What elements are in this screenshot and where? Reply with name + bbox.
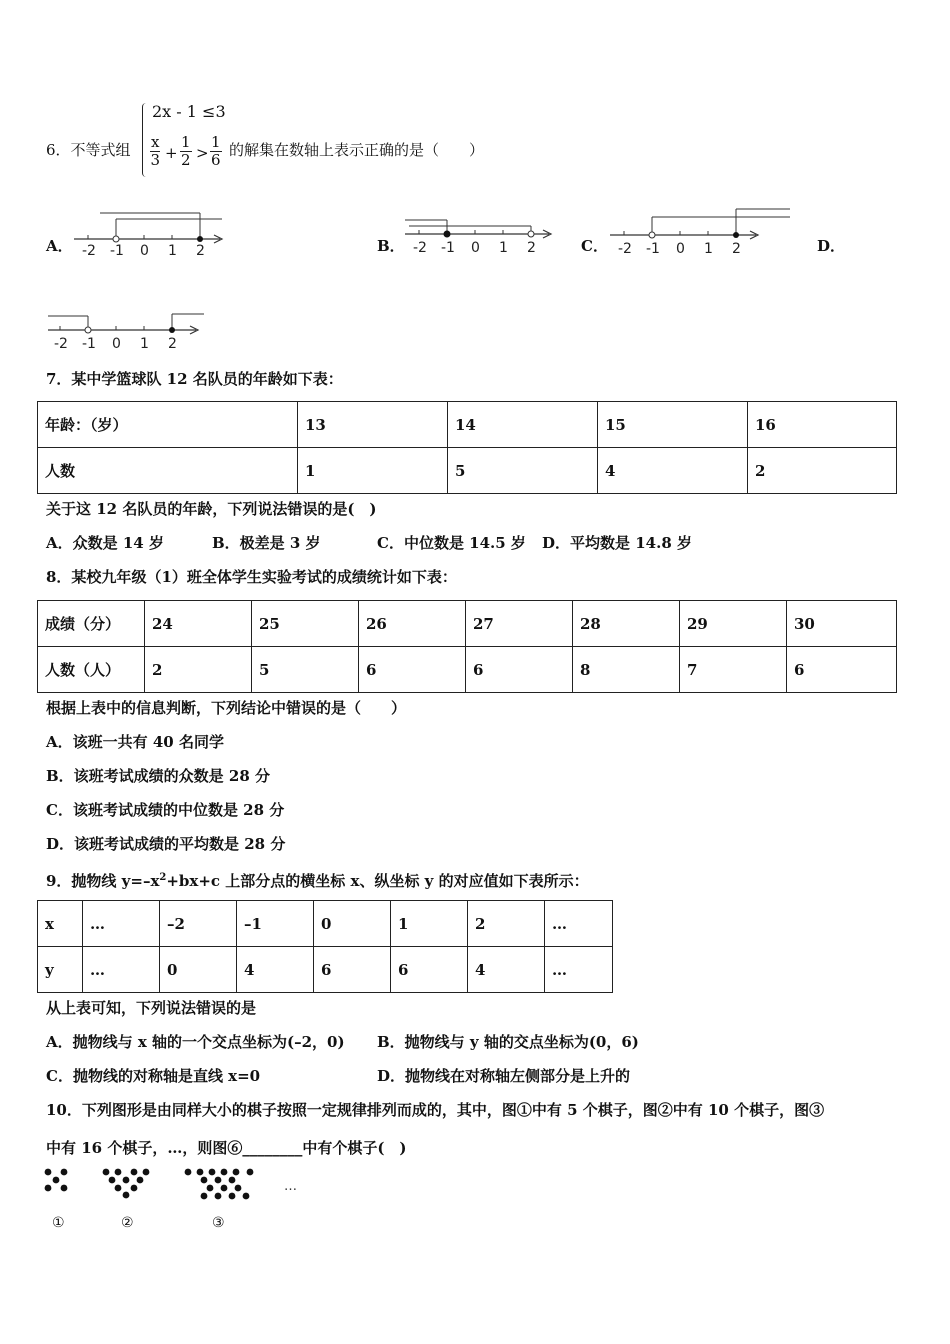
- table-cell: 成绩（分）: [38, 601, 145, 647]
- pattern-1: [45, 1169, 68, 1192]
- q6-fraction-x-3: $\frac{x}{3}$: [150, 133, 160, 169]
- q6-option-d-label: D．: [817, 237, 846, 255]
- q6-option-b-label: B．: [377, 237, 405, 255]
- table-cell: 6: [787, 647, 897, 693]
- table-cell: 1: [298, 448, 448, 494]
- q7-option-b: B．极差是 3 岁: [212, 534, 321, 552]
- q8-stem: 8．某校九年级（1）班全体学生实验考试的成绩统计如下表：: [46, 568, 457, 586]
- table-cell: 2: [468, 901, 545, 947]
- q8-option-d: D．该班考试成绩的平均数是 28 分: [46, 835, 286, 853]
- table-cell: 人数（人）: [38, 647, 145, 693]
- q7-question: 关于这 12 名队员的年龄，下列说法错误的是( ): [46, 500, 377, 518]
- q10-line2: 中有 16 个棋子，…，则图⑥________中有个棋子( ): [46, 1139, 407, 1157]
- q6-number-line-b: [403, 212, 555, 258]
- table-cell: 24: [145, 601, 252, 647]
- tick-label: 1: [704, 241, 713, 257]
- q7-stem: 7．某中学篮球队 12 名队员的年龄如下表：: [46, 370, 343, 388]
- table-cell: 6: [314, 947, 391, 993]
- tick-label: -1: [646, 241, 660, 257]
- q7-option-a: A．众数是 14 岁: [46, 534, 164, 552]
- q8-option-b: B．该班考试成绩的众数是 28 分: [46, 767, 270, 785]
- table-cell: 26: [359, 601, 466, 647]
- q6-number-line-c: [608, 205, 794, 257]
- q6-number-line-d: [46, 306, 208, 354]
- q9-question: 从上表可知，下列说法错误的是: [46, 999, 257, 1017]
- table-cell: 4: [237, 947, 314, 993]
- table-cell: 0: [314, 901, 391, 947]
- pattern-2: [103, 1169, 150, 1199]
- table-cell: 2: [145, 647, 252, 693]
- table-cell: 年龄：（岁）: [38, 402, 298, 448]
- table-cell: 14: [448, 402, 598, 448]
- q8-score-table: [37, 600, 897, 693]
- table-cell: 1: [391, 901, 468, 947]
- table-row: [38, 947, 613, 993]
- pattern-ellipsis: …: [284, 1179, 297, 1194]
- table-row: [38, 601, 897, 647]
- table-cell: 0: [160, 947, 237, 993]
- table-cell: 2: [748, 448, 897, 494]
- q6-option-a-label: A．: [46, 237, 73, 255]
- system-brace: [142, 103, 149, 177]
- tick-label: -2: [82, 243, 96, 257]
- table-cell: 4: [598, 448, 748, 494]
- tick-label: 0: [140, 243, 149, 257]
- table-cell: 人数: [38, 448, 298, 494]
- table-row: [38, 647, 897, 693]
- q7-age-table: [37, 401, 897, 494]
- table-row: [38, 901, 613, 947]
- table-cell: 13: [298, 402, 448, 448]
- chess-piece-patterns: [40, 1164, 310, 1204]
- table-cell: –2: [160, 901, 237, 947]
- table-row: [38, 448, 897, 494]
- table-cell: 15: [598, 402, 748, 448]
- table-cell: …: [545, 947, 613, 993]
- table-cell: y: [38, 947, 83, 993]
- tick-label: -2: [618, 241, 632, 257]
- table-cell: 28: [573, 601, 680, 647]
- q8-question: 根据上表中的信息判断，下列结论中错误的是（ ）: [46, 699, 407, 717]
- q9-option-a: A．抛物线与 x 轴的一个交点坐标为(–2，0): [46, 1033, 345, 1051]
- table-cell: 4: [468, 947, 545, 993]
- table-cell: 25: [252, 601, 359, 647]
- figure-label-1: ①: [52, 1215, 65, 1231]
- tick-label: 1: [499, 240, 508, 256]
- q9-option-c: C．抛物线的对称轴是直线 x=0: [46, 1067, 261, 1085]
- q9-option-d: D．抛物线在对称轴左侧部分是上升的: [377, 1067, 631, 1085]
- tick-label: 1: [168, 243, 177, 257]
- q7-option-d: D．平均数是 14.8 岁: [542, 534, 692, 552]
- table-cell: 6: [359, 647, 466, 693]
- q8-option-a: A．该班一共有 40 名同学: [46, 733, 224, 751]
- tick-label: 2: [196, 243, 205, 257]
- tick-label: 0: [471, 240, 480, 256]
- table-cell: x: [38, 901, 83, 947]
- tick-label: -1: [82, 336, 96, 352]
- q9-stem: 9．抛物线 $y=-x^2+bx+c$ 上部分点的横坐标 x、纵坐标 y 的对应值如下表所示：: [46, 872, 589, 890]
- tick-label: 2: [527, 240, 536, 256]
- q6-fraction-1-2: $\frac{1}{2}$: [181, 133, 191, 169]
- q6-prefix: 6．不等式组: [46, 141, 131, 159]
- table-cell: 16: [748, 402, 897, 448]
- tick-label: -2: [54, 336, 68, 352]
- table-cell: 30: [787, 601, 897, 647]
- table-cell: 8: [573, 647, 680, 693]
- figure-label-3: ③: [212, 1215, 225, 1231]
- table-cell: …: [83, 901, 160, 947]
- q10-line1: 10．下列图形是由同样大小的棋子按照一定规律排列而成的，其中，图①中有 5 个棋子，图②中有 10 个棋子，图③: [46, 1101, 825, 1119]
- table-cell: 7: [680, 647, 787, 693]
- q9-option-b: B．抛物线与 y 轴的交点坐标为(0，6): [377, 1033, 639, 1051]
- tick-label: 1: [140, 336, 149, 352]
- table-cell: …: [545, 901, 613, 947]
- tick-label: 0: [112, 336, 121, 352]
- q8-option-c: C．该班考试成绩的中位数是 28 分: [46, 801, 285, 819]
- tick-label: 2: [168, 336, 177, 352]
- tick-label: -1: [441, 240, 455, 256]
- q6-number-line-a: [72, 205, 228, 257]
- table-cell: 27: [466, 601, 573, 647]
- q6-greater: >: [196, 144, 209, 162]
- tick-label: 0: [676, 241, 685, 257]
- table-cell: 29: [680, 601, 787, 647]
- q9-value-table: [37, 900, 613, 993]
- table-cell: 6: [466, 647, 573, 693]
- table-row: [38, 402, 897, 448]
- table-cell: …: [83, 947, 160, 993]
- pattern-3: [185, 1169, 254, 1200]
- tick-label: -1: [110, 243, 124, 257]
- table-cell: –1: [237, 901, 314, 947]
- q6-inequality-1: 2x - 1 ≤3: [152, 102, 226, 121]
- q6-fraction-1-6: $\frac{1}{6}$: [211, 133, 221, 169]
- table-cell: 5: [448, 448, 598, 494]
- table-cell: 6: [391, 947, 468, 993]
- table-cell: 5: [252, 647, 359, 693]
- figure-label-2: ②: [121, 1215, 134, 1231]
- q6-option-c-label: C．: [581, 237, 608, 255]
- tick-label: -2: [413, 240, 427, 256]
- q7-option-c: C．中位数是 14.5 岁: [377, 534, 526, 552]
- q6-plus: +: [165, 144, 178, 162]
- q6-suffix: 的解集在数轴上表示正确的是（ ）: [229, 141, 485, 159]
- tick-label: 2: [732, 241, 741, 257]
